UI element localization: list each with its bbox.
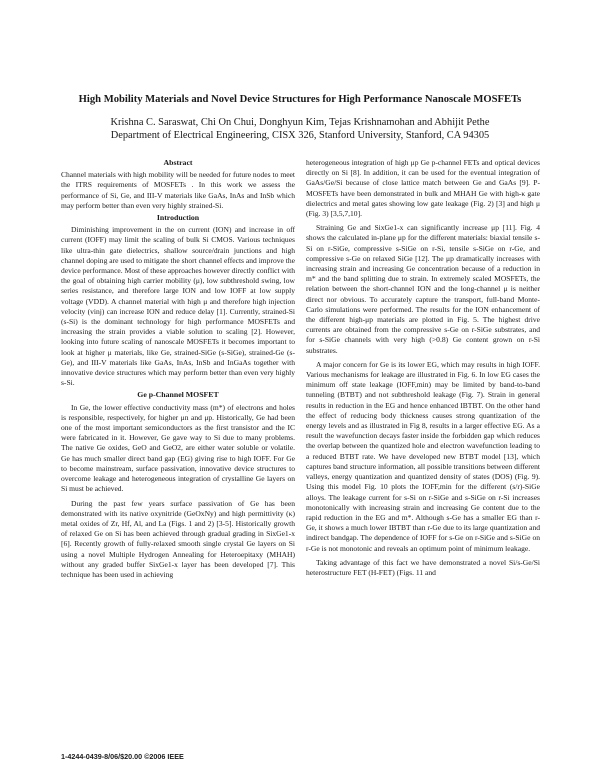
author-list: Krishna C. Saraswat, Chi On Chui, Donghyun Kim, Tejas Krishnamohan and Abhijit Pethe — [110, 117, 490, 128]
right-paragraph-4: Taking advantage of this fact we have demonstrated a novel Si/s-Ge/Si heterostructure FET (H-FET) (Figs. 11 and — [306, 557, 540, 577]
right-column — [306, 158, 540, 578]
right-paragraph-2: Straining Ge and SixGe1-x can significantly increase μp [11]. Fig. 4 shows the calculated in-plane μp for the different materials: biaxial tensile s-Si on r-SiGe, compressive s-SiGe on r-Si, tensile s-SiGe on r-Ge, and compressive s-Ge on relaxed SiGe [12]. The μp dramatically increases with increasing strain and increasing Ge concentration because of a reduction in m* and the band splitting due to strain. In extremely scaled MOSFETs, the relation between the short-channel ION and the long-channel μ is neither direct nor obvious. To accurately capture the transport, full-band Monte-Carlo simulations were performed. The results for the ION enhancement of the different high-μp materials are plotted in Fig. 5. The highest drive currents are obtained from the compressive s-Ge on r-SiGe substrates, and for s-SiGe channels with very high (>0.8) Ge content grown on r-Si substrates. — [306, 223, 540, 355]
paper-title: High Mobility Materials and Novel Device Structures for High Performance Nanoscale MOSFETs — [78, 94, 522, 105]
introduction-heading: Introduction — [156, 213, 200, 223]
introduction-text: Diminishing improvement in the on current (ION) and increase in off current (IOFF) may limit the scaling of bulk Si CMOS. Various techniques like ultra-thin gate dielectrics, shallow source/drain junctions and high channel doping are used to mitigate the short channel effects and improve the device performance. Most of these approaches however directly conflict with the goal of obtaining high carrier mobility (μ), low subthreshold swing, low series resistance, and therefore large ION and low IOFF at low supply voltage (VDD). A channel material with high μ and therefore high injection velocity (vinj) can increase ION and reduce delay [1]. Currently, strained-Si (s-Si) is the dominant technology for high performance MOSFETs and increasing the strain provides a viable solution to scaling [2]. However, looking into future scaling of nanoscale MOSFETs it becomes important to look at higher μ materials, like Ge, strained-SiGe (s-SiGe), strained-Ge (s-Ge), and III-V materials like GaAs, InAs, InSb and InGaAs together with innovative device structures which may perform better than even very highly s-Si. — [61, 225, 295, 388]
affiliation: Department of Electrical Engineering, CISX 326, Stanford University, Stanford, CA 94305 — [110, 130, 490, 141]
abstract-heading: Abstract — [163, 158, 193, 167]
author-block — [40, 116, 560, 142]
right-paragraph-3: A major concern for Ge is its lower EG, which may results in high IOFF. Various mechanisms for leakage are illustrated in Fig. 6. In low EG cases the minimum off state leakage (IOFF,min) may be limited by band-to-band tunneling (BTBT) and not subthreshold leakage (Fig. 7). Strain in general results in reduction in the EG and hence enhanced IBTBT. On the other hand the effect of reducing body thickness causes strong quantization of the energy levels and as illustrated in Fig 8, results in a larger effective EG. As a result the wavefunction decays faster inside the forbidden gap which reduces the overlap between the quantized hole and electron wavefunction leading to a reduced BTBT rate. We have developed new BTBT model [13], which captures band structure information, all possible transitions between different valleys, energy quantization and quantized density of states (DOS) (Fig. 9). Using this model Fig. 10 plots the IOFF,min for the different (s/r)-SiGe alloys. The leakage current for s-Si on r-SiGe and s-SiGe on r-Si increases monotonically with increasing strain and increasing Ge content due to the rapid reduction in the EG and m*. Although s-Ge has a smaller EG than r-Ge, it shows a much lower IBTBT than r-Ge due to its large quantization and indirect bandgap. The dependence of IOFF for s-Ge on r-SiGe and s-SiGe on r-Ge is not monotonic and reveals an optimum point of minimum leakage. — [306, 359, 540, 553]
left-column — [61, 158, 295, 580]
ge-paragraph-2: During the past few years surface passivation of Ge has been demonstrated with its native oxynitride (GeOxNy) and high permittivity (κ) metal oxides of Zr, Hf, Al, and La (Figs. 1 and 2) [3-5]. Historically growth of relaxed Ge on Si has been achieved through gradual grading in SixGe1-x [6]. Recently growth of fully-relaxed smooth single crystal Ge layers on Si using a novel Multiple Hydrogen Annealing for Heteroepitaxy (MHAH) without any graded buffer SixGe1-x layer has been developed [7]. This technique has been used in achieving — [61, 498, 295, 579]
copyright-footer: 1-4244-0439-8/06/$20.00 ©2006 IEEE — [61, 752, 184, 761]
abstract-text: Channel materials with high mobility will be needed for future nodes to meet the ITRS requirements of MOSFETs . In this work we assess the performance of Si, Ge, and III-V materials like GaAs, InAs and InSb which may perform better than even very highly strained-Si. — [61, 170, 295, 210]
ge-section-heading: Ge p-Channel MOSFET — [137, 390, 219, 400]
ge-paragraph-1: In Ge, the lower effective conductivity mass (m*) of electrons and holes is responsible, respectively, for higher μn and μp. Historically, Ge had been one of the most important semiconductors as the first transistor and the IC were fabricated in it. However, Ge gave way to Si due to many problems. The native Ge oxides, GeO and GeO2, are either water soluble or volatile. Ge has much smaller direct band gap (EG) giving rise to high IOFF. For Ge to become mainstream, surface passivation, innovative device structures to overcome leakage and heterogeneous integration of crystalline Ge layers on Si must be achieved. — [61, 402, 295, 494]
right-paragraph-1: heterogeneous integration of high μp Ge p-channel FETs and optical devices directly on Si [8]. In addition, it can be used for the eventual integration of GaAs/Ge/Si because of close lattice match between Ge and GaAs [9]. P-MOSFETs have been demonstrated in bulk and MHAH Ge with high-κ gate dielectrics and metal gates showing low gate leakage (Fig. 2) [3] and high μ (Fig. 3) [3,5,7,10]. — [306, 158, 540, 219]
